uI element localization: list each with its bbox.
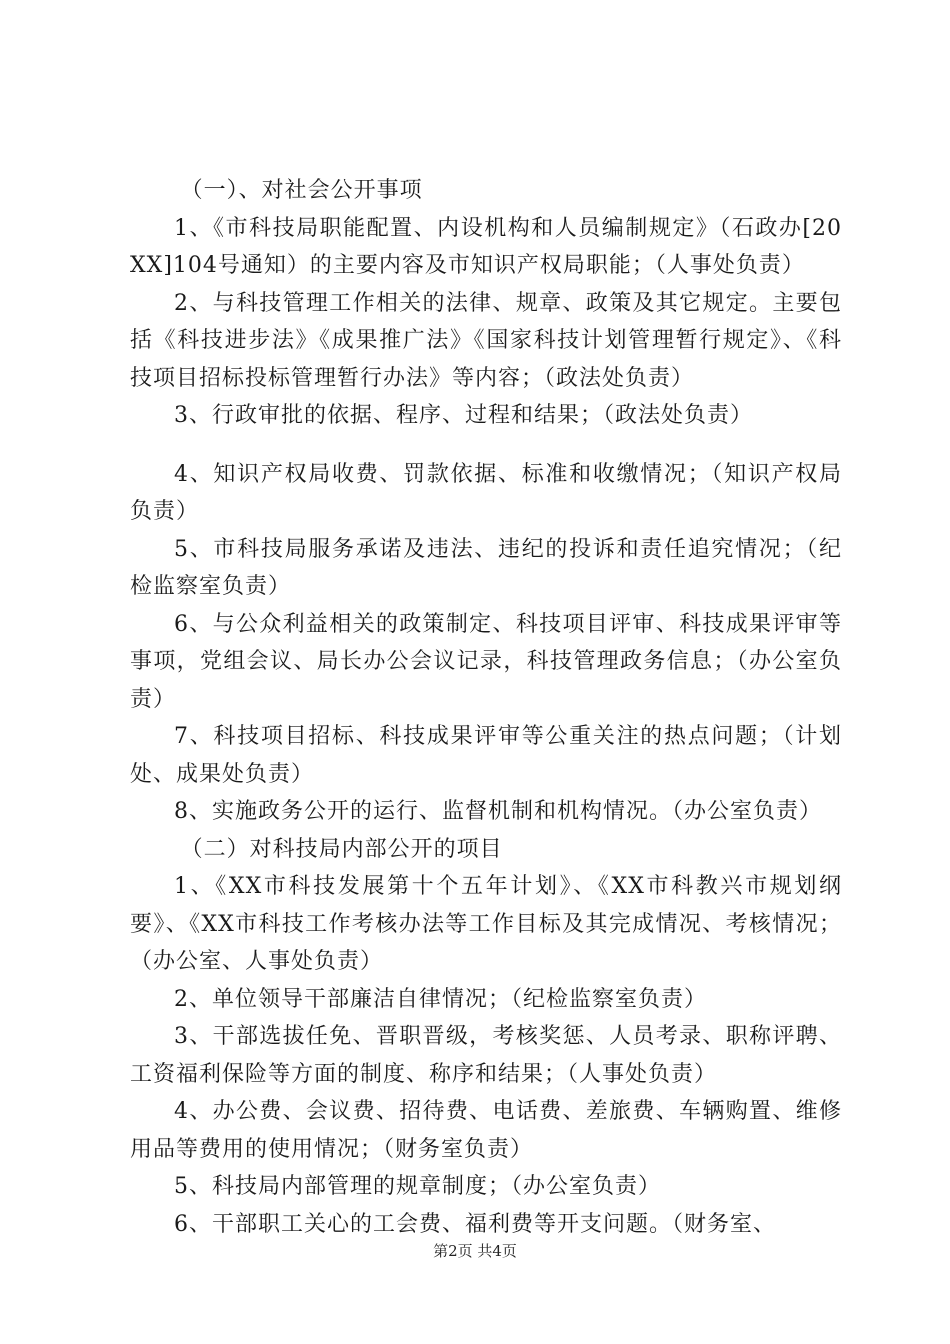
- list-item: 3、干部选拔任免、晋职晋级，考核奖惩、人员考录、职称评聘、工资福利保险等方面的制度、称序和结果；（人事处负责）: [130, 1024, 842, 1087]
- list-item: 2、单位领导干部廉洁自律情况；（纪检监察室负责）: [174, 986, 707, 1012]
- page-number: 第2页 共4页: [433, 1242, 517, 1260]
- list-item: 4、知识产权局收费、罚款依据、标准和收缴情况；（知识产权局负责）: [130, 461, 842, 524]
- list-item: 8、实施政务公开的运行、监督机制和机构情况。（办公室负责）: [174, 799, 822, 824]
- section-heading-public: （一）、对社会公开事项: [180, 178, 423, 203]
- list-item: 6、与公众利益相关的政策制定、科技项目评审、科技成果评审等事项，党组会议、局长办公会议记录，科技管理政务信息；（办公室负责）: [130, 611, 842, 712]
- list-item: 1、《市科技局职能配置、内设机构和人员编制规定》（石政办[20XX]104号通知）的主要内容及市知识产权局职能；（人事处负责）: [130, 215, 842, 278]
- list-item: 7、科技项目招标、科技成果评审等公重关注的热点问题；（计划处、成果处负责）: [130, 724, 842, 787]
- list-item: 5、市科技局服务承诺及违法、违纪的投诉和责任追究情况；（纪检监察室负责）: [130, 536, 842, 599]
- list-item: 3、行政审批的依据、程序、过程和结果；（政法处负责）: [174, 403, 753, 428]
- list-item: 6、干部职工关心的工会费、福利费等开支问题。（财务室、: [174, 1211, 776, 1237]
- list-item: 5、科技局内部管理的规章制度；（办公室负责）: [174, 1174, 661, 1199]
- list-item: 1、《XX市科技发展第十个五年计划》、《XX市科教兴市规划纲要》、《XX市科技工作考核办法等工作目标及其完成情况、考核情况；（办公室、人事处负责）: [130, 874, 842, 974]
- list-item: 2、与科技管理工作相关的法律、规章、政策及其它规定。主要包括《科技进步法》《成果推广法》《国家科技计划管理暂行规定》、《科技项目招标投标管理暂行办法》等内容；（政法处负责）: [130, 290, 842, 391]
- document-body: [130, 172, 842, 1243]
- list-item: 4、办公费、会议费、招待费、电话费、差旅费、车辆购置、维修用品等费用的使用情况；（财务室负责）: [130, 1099, 842, 1162]
- page-footer: [0, 1240, 950, 1261]
- section-heading-internal: （二）对科技局内部公开的项目: [180, 836, 503, 862]
